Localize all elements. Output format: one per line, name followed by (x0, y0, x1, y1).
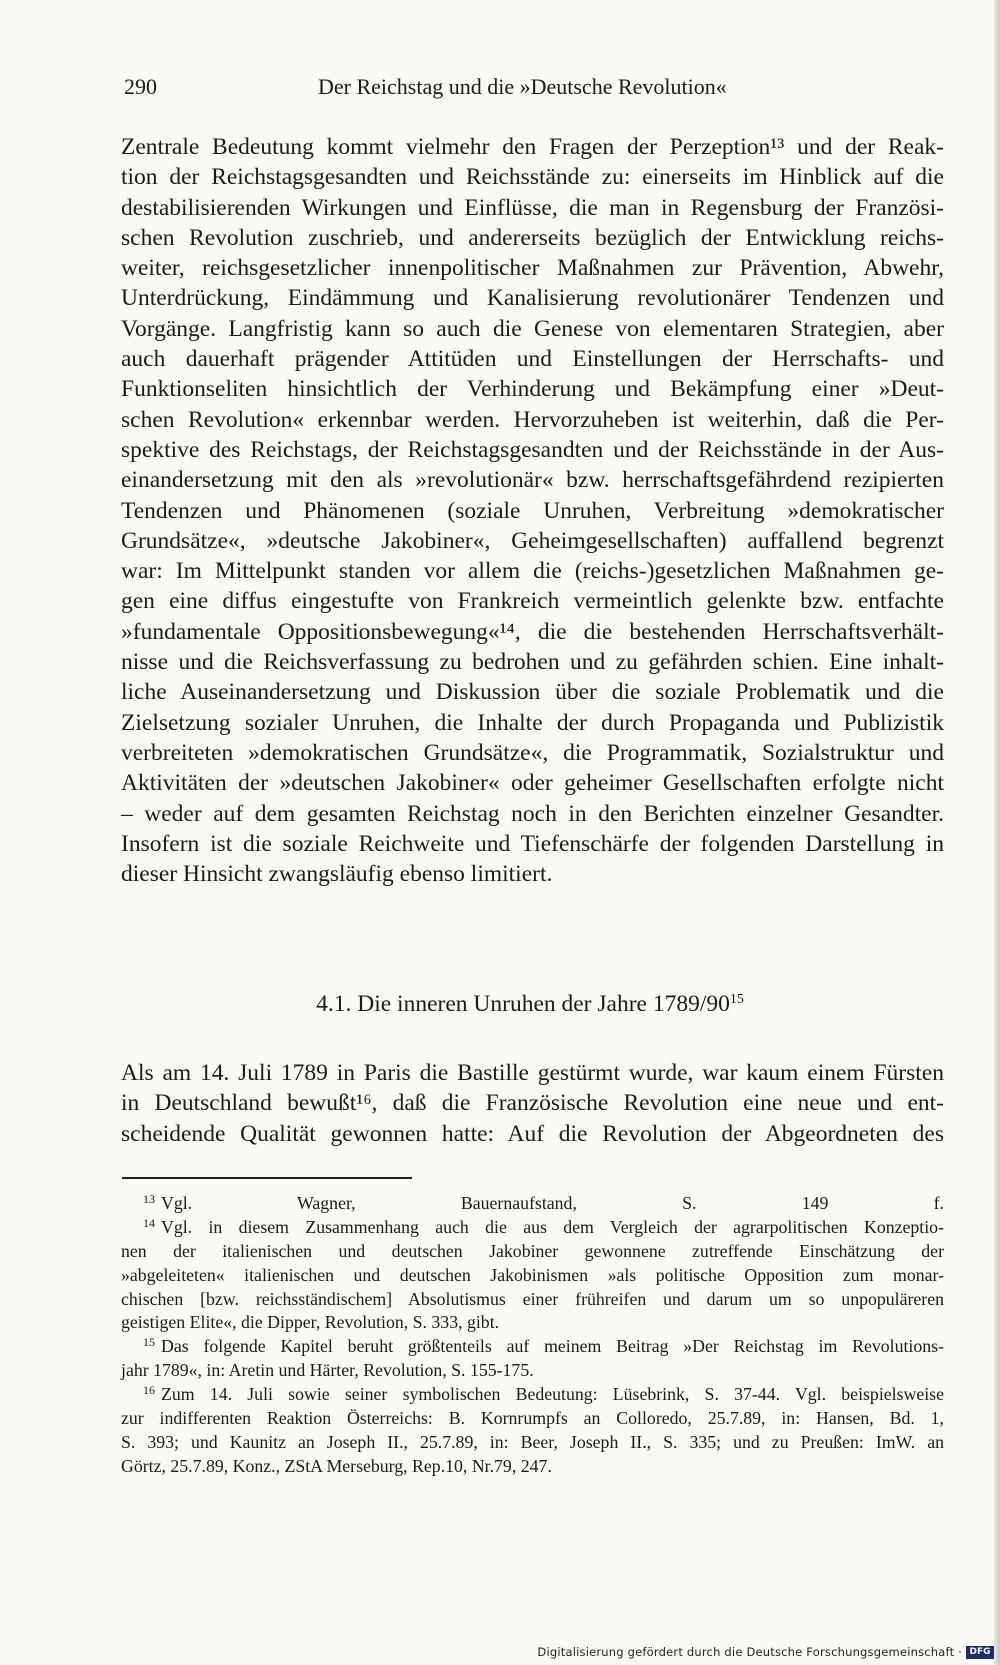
body-line: tion der Reichstagsgesandten und Reichsstände zu: einerseits im Hinblick auf die (121, 164, 944, 191)
footnote-line: Görtz, 25.7.89, Konz., ZStA Merseburg, Rep.10, Nr.79, 247. (121, 1455, 552, 1476)
footnote-text: Zum 14. Juli sowie seiner symbolischen Bedeutung: Lüsebrink, S. 37-44. Vgl. beispielsweise (161, 1384, 944, 1405)
body-line: Funktionseliten hinsichtlich der Verhinderung und Bekämpfung einer »Deut- (121, 376, 944, 403)
section-heading-text: 4.1. Die inneren Unruhen der Jahre 1789/90 (316, 991, 730, 1017)
footnote-line: jahr 1789«, in: Aretin und Härter, Revolution, S. 155-175. (121, 1360, 534, 1381)
footnote-line (121, 1383, 944, 1407)
footnote-line: nen der italienischen und deutschen Jakobiner gewonnene zutreffende Einschätzung der (121, 1240, 944, 1261)
intro-line: scheidende Qualität gewonnen hatte: Auf die Revolution der Abgeordneten des (121, 1120, 944, 1147)
section-heading (0, 991, 1000, 1018)
footnote-line (121, 1335, 944, 1359)
body-line: spektive des Reichstags, der Reichstagsgesandten und der Reichsstände in der Aus- (121, 436, 944, 463)
footnotes (121, 1192, 944, 1479)
body-line: Tendenzen und Phänomenen (soziale Unruhen, Verbreitung »demokratischer (121, 497, 944, 524)
body-line: Unterdrückung, Eindämmung und Kanalisierung revolutionärer Tendenzen und (121, 285, 944, 312)
body-line: gen eine diffus eingestufte von Frankreich vermeintlich gelenkte bzw. entfachte (121, 588, 944, 615)
body-line: – weder auf dem gesamten Reichstag noch in den Berichten einzelner Gesandter. (121, 800, 944, 827)
intro-line: Als am 14. Juli 1789 in Paris die Bastille gestürmt wurde, war kaum einem Fürsten (121, 1060, 944, 1086)
section-intro-text (121, 1058, 944, 1149)
body-line: Insofern ist die soziale Reichweite und Tiefenschärfe der folgenden Darstellung in (121, 830, 944, 857)
body-line: Vorgänge. Langfristig kann so auch die Genese von elementaren Strategien, aber (121, 315, 944, 342)
footnote-number: 14 (143, 1215, 155, 1230)
body-line: dieser Hinsicht zwangsläufig ebenso limitiert. (121, 861, 553, 888)
footnote-line: zur indifferenten Reaktion Österreichs: B. Kornrumpfs an Colloredo, 25.7.89, in: Hansen, Bd. 1, (121, 1408, 944, 1429)
body-line: destabilisierenden Wirkungen und Einflüsse, die man in Regensburg der Französi- (121, 194, 944, 221)
footnote-number: 13 (143, 1192, 155, 1206)
body-line: Zentrale Bedeutung kommt vielmehr den Fragen der Perzeption¹³ und der Reak- (121, 134, 944, 160)
body-line: auch dauerhaft prägender Attitüden und Einstellungen der Herrschafts- und (121, 346, 944, 373)
section-heading-footnote-marker: 15 (729, 992, 744, 1007)
body-line: verbreiteten »demokratischen Grundsätze«, die Programmatik, Sozialstruktur und (121, 739, 944, 766)
body-line: liche Auseinandersetzung und Diskussion über die soziale Problematik und die (121, 679, 944, 706)
page-number: 290 (124, 74, 157, 99)
body-line: Aktivitäten der »deutschen Jakobiner« oder geheimer Gesellschaften erfolgte nicht (121, 770, 944, 797)
intro-line: in Deutschland bewußt¹⁶, daß die Französische Revolution eine neue und ent- (121, 1090, 944, 1117)
footnote-line: chischen [bzw. reichsständischem] Absolutismus einer frühreifen und darum um so unpopuläreren (121, 1288, 944, 1309)
footnote-text: Vgl. in diesem Zusammenhang auch die aus dem Vergleich der agrarpolitischen Konzeptio- (161, 1216, 944, 1237)
body-line: war: Im Mittelpunkt standen vor allem die (reichs-)gesetzlichen Maßnahmen ge- (121, 558, 944, 585)
footnote-text: Das folgende Kapitel beruht größtenteils auf meinem Beitrag »Der Reichstag im Revolutions- (161, 1336, 944, 1357)
dfg-logo: DFG (966, 1646, 994, 1659)
body-line: »fundamentale Oppositionsbewegung«¹⁴, die die bestehenden Herrschaftsverhält- (121, 618, 944, 645)
footnote-line: S. 393; und Kaunitz an Joseph II., 25.7.89, in: Beer, Joseph II., S. 335; und zu Preußen: ImW. an (121, 1431, 944, 1452)
body-line: weiter, reichsgesetzlicher innenpolitischer Maßnahmen zur Prävention, Abwehr, (121, 255, 944, 282)
digitization-credit: Digitalisierung gefördert durch die Deutsche Forschungsgemeinschaft · (537, 1645, 962, 1659)
footnote-text: Vgl. Wagner, Bauernaufstand, S. 149 f. (161, 1193, 944, 1213)
footnote-number: 16 (143, 1383, 155, 1398)
footnote-line: »abgeleiteten« italienischen und deutschen Jakobinismen »als politische Opposition zum monar- (121, 1264, 944, 1285)
body-text (121, 132, 944, 889)
page-header (0, 74, 1000, 110)
body-line: nisse und die Reichsverfassung zu bedrohen und zu gefährden schien. Eine inhalt- (121, 649, 944, 676)
body-line: Grundsätze«, »deutsche Jakobiner«, Geheimgesellschaften) auffallend begrenzt (121, 527, 944, 554)
body-line: Zielsetzung sozialer Unruhen, die Inhalte der durch Propaganda und Publizistik (121, 709, 944, 736)
footnote-separator (122, 1177, 412, 1179)
footnote-line (121, 1216, 944, 1240)
body-line: schen Revolution zuschrieb, und andererseits bezüglich der Entwicklung reichs- (121, 224, 944, 251)
body-line: schen Revolution« erkennbar werden. Hervorzuheben ist weiterhin, daß die Per- (121, 406, 944, 433)
footnote-line: geistigen Elite«, die Dipper, Revolution, S. 333, gibt. (121, 1312, 500, 1333)
page-edge-shadow (994, 0, 1000, 1665)
running-head: Der Reichstag und die »Deutsche Revolution« (318, 74, 727, 99)
footnote-line (121, 1192, 944, 1216)
body-line: einandersetzung mit den als »revolutionär« bzw. herrschaftsgefährdend rezipierten (121, 467, 944, 494)
footnote-number: 15 (143, 1335, 155, 1350)
